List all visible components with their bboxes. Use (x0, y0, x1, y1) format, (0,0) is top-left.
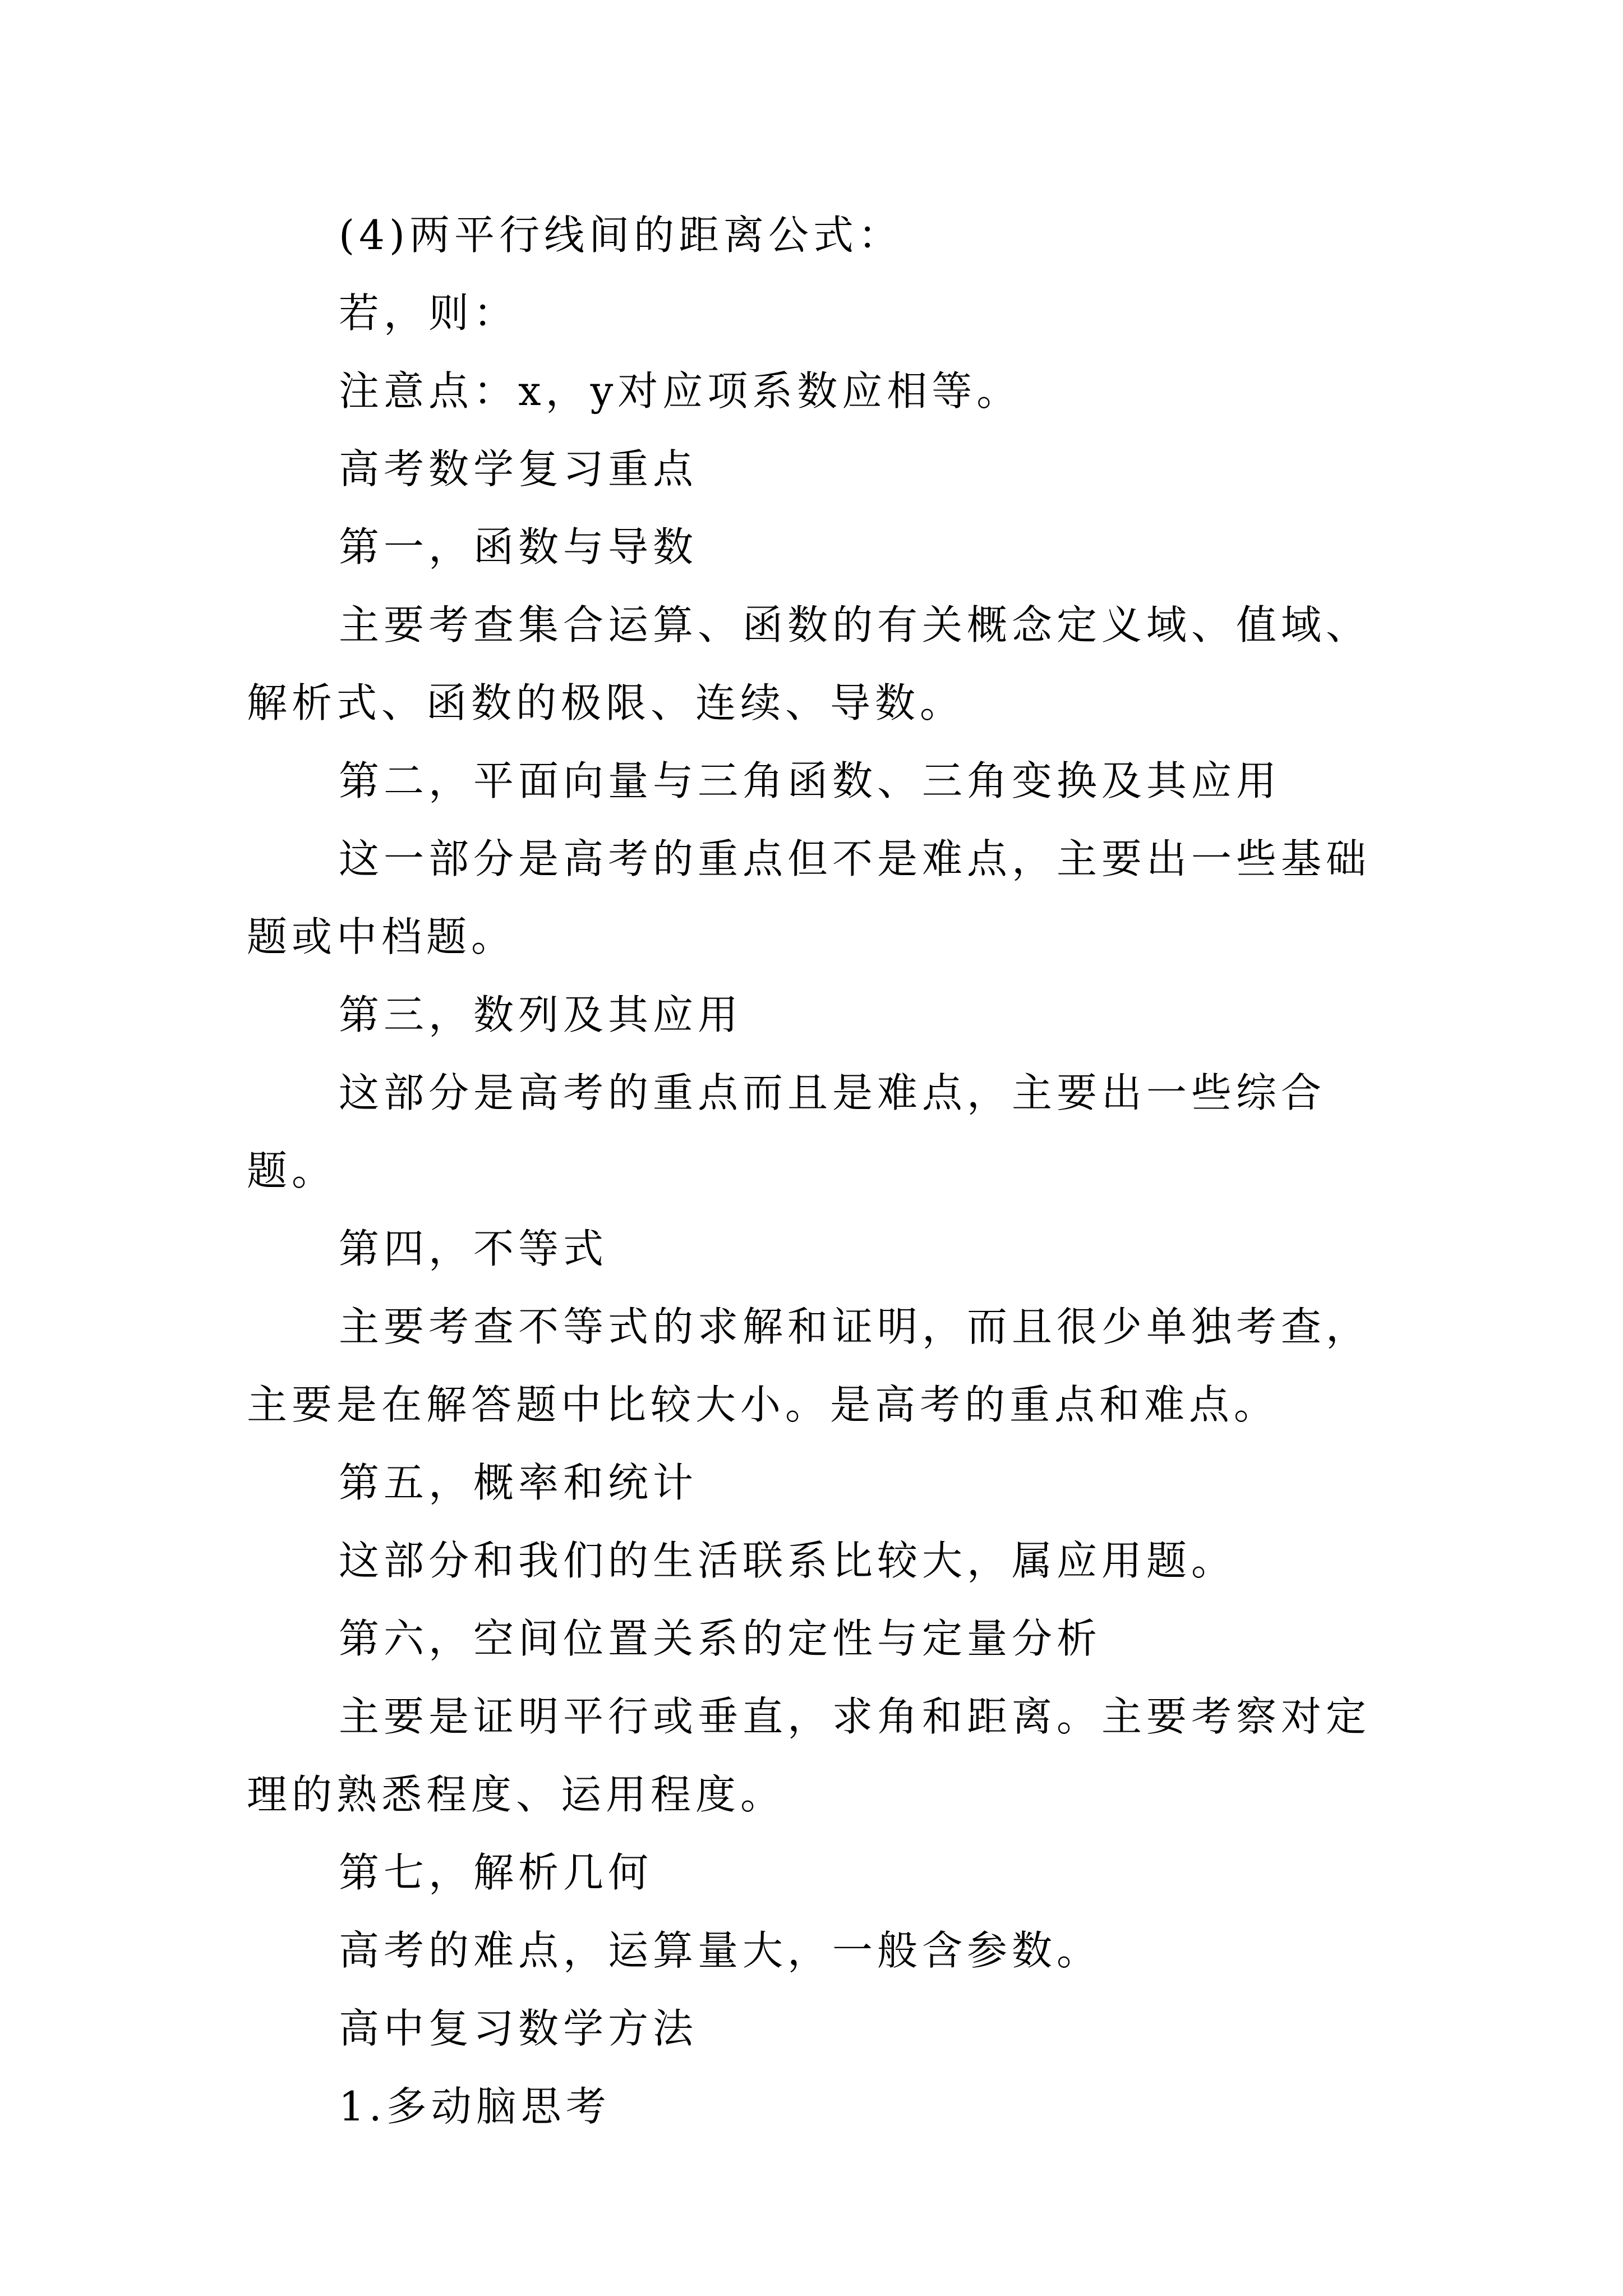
heading-fourth: 第四，不等式 (339, 1225, 608, 1272)
list-item-think-more: 1.多动脑思考 (339, 2083, 611, 2130)
heading-seventh: 第七，解析几何 (339, 1849, 653, 1896)
paragraph-parallel-line-distance: (4)两平行线间的距离公式： (339, 211, 903, 259)
heading-first: 第一，函数与导数 (339, 523, 698, 570)
paragraph-fourth-detail: 主要考查不等式的求解和证明，而且很少单独考查，主要是在解答题中比较大小。是高考的重点和难点。 (247, 1303, 1371, 1428)
paragraph-seventh-detail: 高考的难点，运算量大，一般含参数。 (339, 1927, 1102, 1974)
paragraph-note: 注意点：x，y对应项系数应相等。 (339, 367, 1022, 415)
heading-fifth: 第五，概率和统计 (339, 1459, 698, 1506)
heading-third: 第三，数列及其应用 (339, 991, 743, 1038)
paragraph-condition: 若，则： (339, 289, 519, 337)
heading-review-key-points: 高考数学复习重点 (339, 445, 698, 493)
paragraph-fifth-detail: 这部分和我们的生活联系比较大，属应用题。 (339, 1537, 1237, 1584)
heading-second: 第二，平面向量与三角函数、三角变换及其应用 (339, 757, 1281, 804)
paragraph-second-detail: 这一部分是高考的重点但不是难点，主要出一些基础题或中档题。 (247, 835, 1371, 960)
document-body (247, 196, 1402, 2146)
heading-sixth: 第六，空间位置关系的定性与定量分析 (339, 1615, 1102, 1662)
paragraph-sixth-detail: 主要是证明平行或垂直，求角和距离。主要考察对定理的熟悉程度、运用程度。 (247, 1693, 1371, 1818)
paragraph-third-detail: 这部分是高考的重点而且是难点，主要出一些综合题。 (247, 1069, 1326, 1194)
paragraph-first-detail: 主要考查集合运算、函数的有关概念定义域、值域、解析式、函数的极限、连续、导数。 (247, 601, 1371, 726)
heading-review-methods: 高中复习数学方法 (339, 2005, 698, 2052)
